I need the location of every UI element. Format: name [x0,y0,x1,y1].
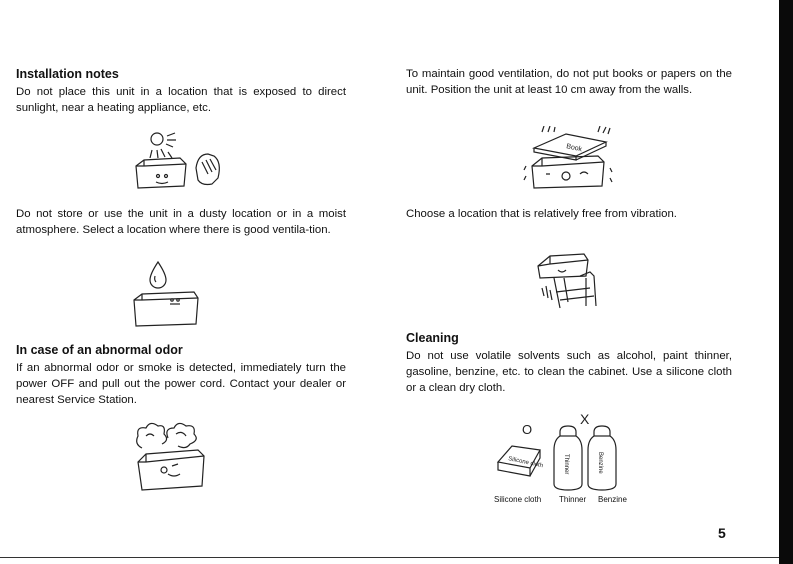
vibration-paragraph: Choose a location that is relatively free from vibration. [406,208,677,220]
dust-paragraph: Do not store or use the unit in a dusty location or in a moist atmosphere. Select a location where there is good ventila-tion. [16,208,346,236]
odor-paragraph: If an abnormal odor or smoke is detected, immediately turn the power OFF and pull out the power cord. Contact your dealer or nearest Service Station. [16,362,346,406]
smoke-cloud-left [137,423,167,448]
books-on-unit-illustration [522,126,618,190]
sunlight-paragraph: Do not place this unit in a location that is exposed to direct sunlight, near a heating appliance, etc. [16,86,346,114]
sun-icon [151,133,163,145]
benzine-label: Benzine [597,452,603,474]
smoke-illustration [128,418,218,498]
vibration-section [406,206,732,222]
benzine-caption: Benzine [598,495,627,504]
moisture-illustration [128,260,208,330]
smoke-cloud-right [167,423,196,447]
book-label: Book [565,143,583,154]
installation-section [16,66,346,116]
ok-mark: O [522,422,533,437]
water-drop-icon [150,262,166,288]
odor-section [16,342,346,408]
right-edge-strip [779,0,793,564]
cleaning-section [406,330,732,396]
dust-section [16,206,346,238]
odor-heading: In case of an abnormal odor [16,343,183,357]
ventilation-section [406,66,732,98]
cloth-label: Silicone cloth [507,456,544,470]
cleaning-heading: Cleaning [406,331,459,345]
installation-heading: Installation notes [16,67,119,81]
unit-box [138,450,204,490]
ng-mark: X [580,411,590,427]
cleaning-illustration [494,410,634,494]
silicone-cloth-caption: Silicone cloth [494,495,542,504]
ventilation-paragraph: To maintain good ventilation, do not put books or papers on the unit. Position the unit at least 10 cm away from the walls. [406,68,732,96]
unit-box [134,292,198,326]
vibration-illustration [534,250,614,316]
thinner-caption: Thinner [559,495,587,504]
cleaning-paragraph: Do not use volatile solvents such as alcohol, paint thinner, gasoline, benzine, etc. to clean the cabinet. Use a silicone cloth or a clean dry cloth. [406,350,732,394]
sunlight-heater-illustration [128,128,228,192]
thinner-label: Thinner [563,454,569,475]
unit-box [538,254,588,278]
bottom-rule [0,557,779,558]
page-number: 5 [718,525,726,541]
